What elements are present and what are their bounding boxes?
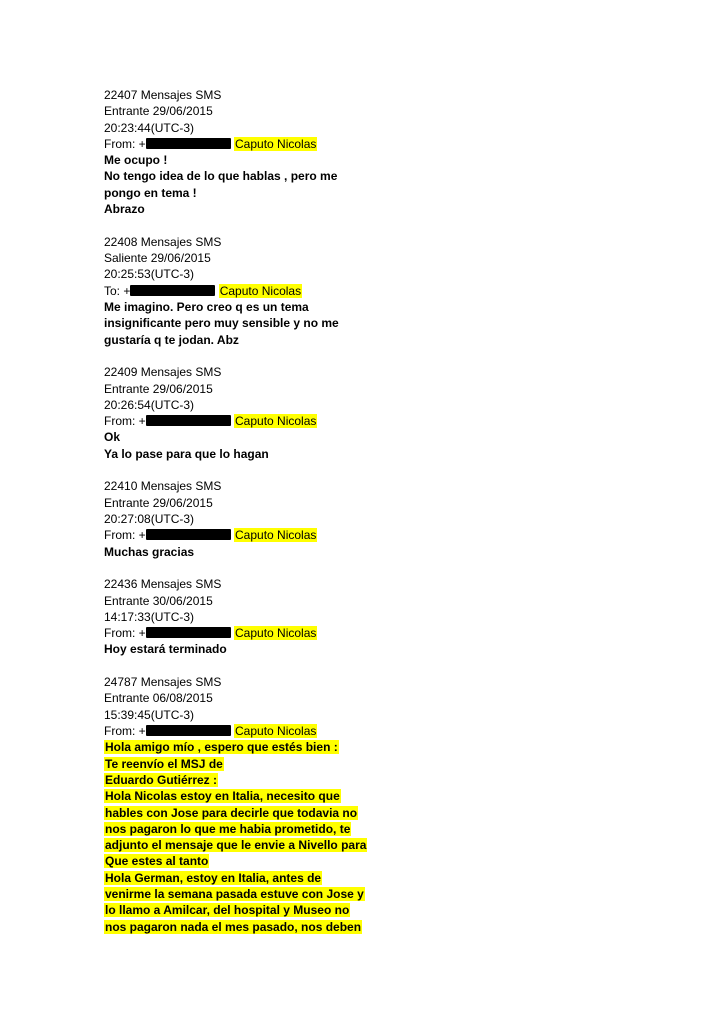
message-body <box>104 739 384 935</box>
party-prefix: From: + <box>104 626 146 641</box>
message-body-line: Hoy estará terminado <box>104 642 227 657</box>
redacted-phone-number <box>146 415 231 426</box>
sms-message <box>104 478 384 559</box>
message-body-line <box>104 756 384 772</box>
message-party <box>104 283 384 299</box>
message-direction-date: Entrante 30/06/2015 <box>104 593 213 608</box>
party-prefix: From: + <box>104 724 146 739</box>
message-party <box>104 413 384 429</box>
message-body-line <box>104 772 384 788</box>
message-time: 20:26:54(UTC-3) <box>104 397 195 412</box>
sms-message <box>104 364 384 462</box>
message-time: 14:17:33(UTC-3) <box>104 609 195 624</box>
message-header: 22410 Mensajes SMS <box>104 479 222 494</box>
party-prefix: From: + <box>104 414 146 429</box>
highlighted-text: nos pagaron lo que me habia prometido, te <box>105 821 351 836</box>
contact-name: Caputo Nicolas <box>219 283 302 298</box>
sms-message <box>104 674 384 935</box>
message-body-line: Abrazo <box>104 202 145 217</box>
contact-name: Caputo Nicolas <box>235 414 317 429</box>
message-header: 22409 Mensajes SMS <box>104 365 222 380</box>
message-direction-date: Entrante 29/06/2015 <box>104 104 213 119</box>
highlighted-text: Hola Nicolas estoy en Italia, necesito que <box>105 789 340 804</box>
message-body-line: No tengo idea de lo que hablas , pero me <box>104 169 338 184</box>
sms-report-page <box>104 87 384 951</box>
highlighted-text: Te reenvío el MSJ de <box>105 756 223 771</box>
message-body-line <box>104 837 384 853</box>
message-body-line <box>104 902 384 918</box>
message-direction-date: Entrante 29/06/2015 <box>104 381 213 396</box>
party-prefix: From: + <box>104 136 146 151</box>
message-body-line <box>104 886 384 902</box>
message-body-line: Ya lo pase para que lo hagan <box>104 446 269 461</box>
message-time: 20:23:44(UTC-3) <box>104 120 195 135</box>
message-header: 22408 Mensajes SMS <box>104 234 222 249</box>
message-body <box>104 641 384 657</box>
party-prefix: From: + <box>104 528 146 543</box>
redacted-phone-number <box>146 725 231 736</box>
message-time: 20:27:08(UTC-3) <box>104 512 195 526</box>
message-body <box>104 152 384 217</box>
contact-name: Caputo Nicolas <box>235 136 317 151</box>
message-body-line <box>104 821 384 837</box>
redacted-phone-number <box>146 138 231 149</box>
message-header: 24787 Mensajes SMS <box>104 675 222 690</box>
message-body-line: Me imagino. Pero creo q es un tema <box>104 299 309 314</box>
message-body-line <box>104 805 384 821</box>
highlighted-text: Hola German, estoy en Italia, antes de <box>105 870 322 885</box>
sms-message <box>104 87 384 217</box>
message-body-line: insignificante pero muy sensible y no me <box>104 316 339 331</box>
message-body-line <box>104 870 384 886</box>
message-body-line <box>104 853 384 869</box>
message-body <box>104 299 384 348</box>
contact-name: Caputo Nicolas <box>235 528 317 543</box>
message-time: 20:25:53(UTC-3) <box>104 267 195 282</box>
message-body-line <box>104 919 384 935</box>
message-body-line: Me ocupo ! <box>104 153 168 168</box>
highlighted-text: Eduardo Gutiérrez : <box>105 772 218 787</box>
message-body <box>104 429 384 462</box>
highlighted-text: Que estes al tanto <box>105 854 209 869</box>
message-party <box>104 723 384 739</box>
message-body-line: gustaría q te jodan. Abz <box>104 332 239 347</box>
contact-name: Caputo Nicolas <box>235 724 317 739</box>
message-body-line <box>104 788 384 804</box>
highlighted-text: Hola amigo mío , espero que estés bien : <box>105 740 338 755</box>
message-time: 15:39:45(UTC-3) <box>104 707 195 722</box>
redacted-phone-number <box>146 627 231 638</box>
redacted-phone-number <box>130 285 215 296</box>
sms-message <box>104 234 384 348</box>
message-party <box>104 527 384 543</box>
highlighted-text: lo llamo a Amilcar, del hospital y Museo no <box>105 903 350 918</box>
message-body-line: Muchas gracias <box>104 544 195 559</box>
highlighted-text: adjunto el mensaje que le envie a Nivello para <box>105 838 367 853</box>
message-body <box>104 544 384 560</box>
message-body-line: Ok <box>104 430 121 445</box>
message-direction-date: Entrante 06/08/2015 <box>104 691 213 706</box>
message-direction-date: Saliente 29/06/2015 <box>104 251 211 266</box>
party-prefix: To: + <box>104 283 131 298</box>
contact-name: Caputo Nicolas <box>235 626 317 641</box>
highlighted-text: venirme la semana pasada estuve con Jose y <box>105 887 364 902</box>
message-party <box>104 625 384 641</box>
message-body-line <box>104 739 384 755</box>
message-header: 22436 Mensajes SMS <box>104 577 222 592</box>
message-direction-date: Entrante 29/06/2015 <box>104 495 213 510</box>
highlighted-text: hables con Jose para decirle que todavia no <box>105 805 358 820</box>
redacted-phone-number <box>146 529 231 540</box>
sms-message <box>104 576 384 657</box>
highlighted-text: nos pagaron nada el mes pasado, nos deben <box>105 919 362 934</box>
message-body-line: pongo en tema ! <box>104 185 197 200</box>
message-header: 22407 Mensajes SMS <box>104 88 222 102</box>
message-party <box>104 136 384 152</box>
